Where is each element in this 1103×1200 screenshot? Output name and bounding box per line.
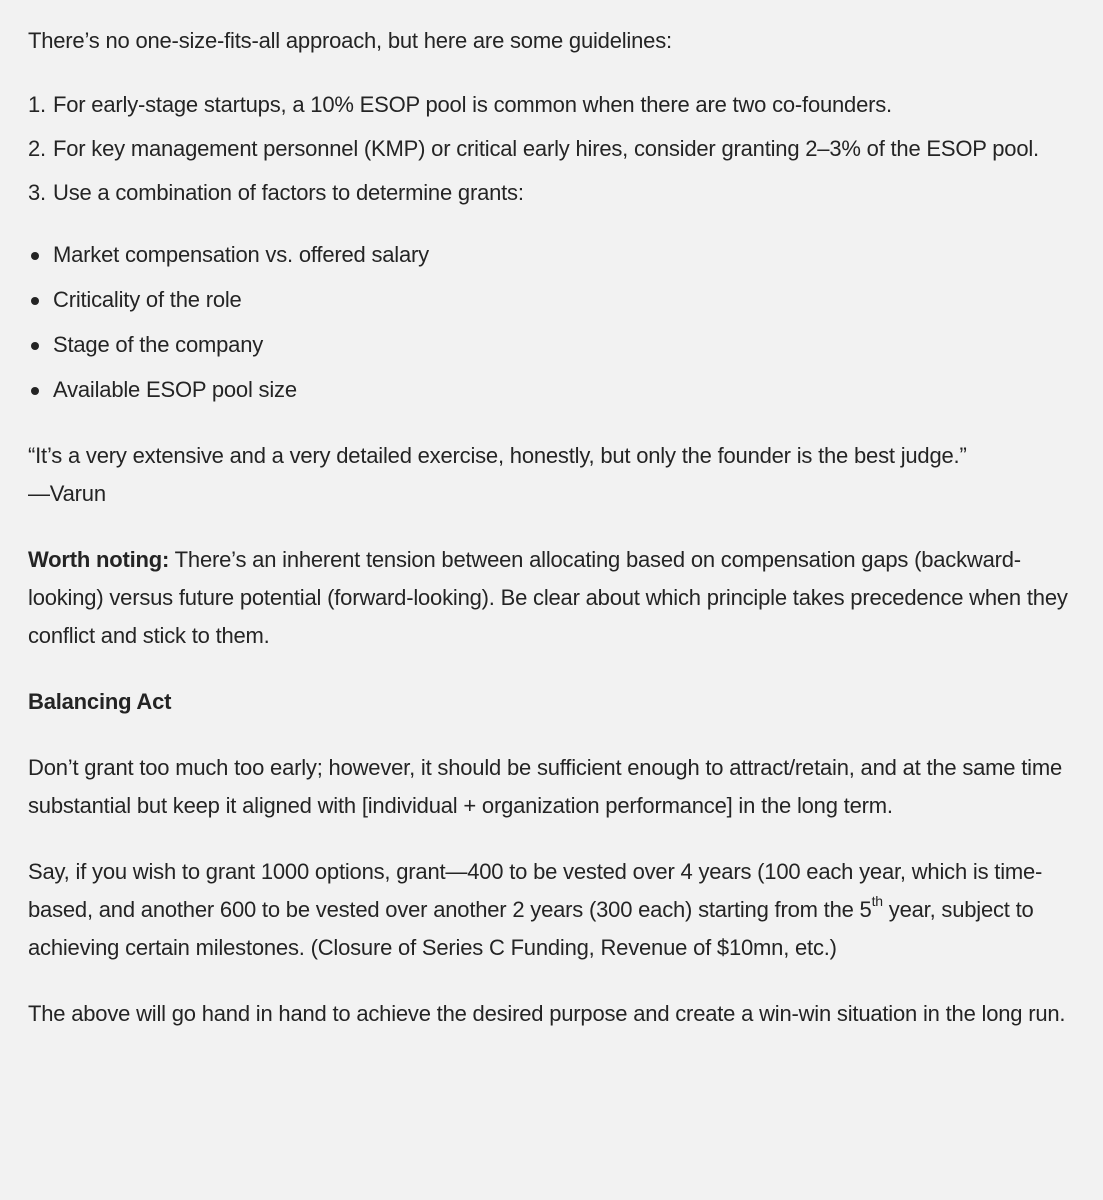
guideline-text: For early-stage startups, a 10% ESOP pool is common when there are two co-founders. — [53, 92, 892, 117]
closing-paragraph: The above will go hand in hand to achieve the desired purpose and create a win-win situation in the long run. — [28, 1001, 1066, 1026]
example-text-start: Say, if you wish to grant 1000 options, grant—400 to be vested over 4 years (100 each year, which is time-based, and another 600 to be vested over another 2 years (300 each) starting from the 5 — [28, 859, 1043, 922]
balance-paragraph: Don’t grant too much too early; however, it should be sufficient enough to attract/retain, and at the same time substantial but keep it aligned with [individual + organization performance] in the long term. — [28, 755, 1063, 818]
article-body — [28, 22, 1078, 1061]
guideline-text: For key management personnel (KMP) or critical early hires, consider granting 2–3% of the ESOP pool. — [53, 136, 1039, 161]
founder-quote — [28, 437, 1078, 513]
guidelines-list — [28, 86, 1078, 212]
ordinal-superscript: th — [871, 892, 883, 909]
factor-item: Stage of the company — [28, 326, 1078, 364]
intro-paragraph: There’s no one-size-fits-all approach, but here are some guidelines: — [28, 28, 672, 53]
guideline-number: 2. — [28, 136, 46, 161]
guideline-item — [28, 86, 1078, 124]
factor-item: Criticality of the role — [28, 281, 1078, 319]
example-paragraph — [28, 853, 1078, 967]
section-heading-text: Balancing Act — [28, 689, 172, 714]
quote-attribution: —Varun — [28, 481, 106, 506]
factor-item: Market compensation vs. offered salary — [28, 236, 1078, 274]
guideline-number: 3. — [28, 180, 46, 205]
note-text: There’s an inherent tension between allocating based on compensation gaps (backward-looking) versus future potential (forward-looking). Be clear about which principle takes precedence when they conflict and stick to them. — [28, 547, 1068, 648]
example-text-end: year, subject to achieving certain milestones. (Closure of Series C Funding, Revenue of $10mn, etc.) — [28, 897, 1034, 960]
guideline-item — [28, 174, 1078, 212]
note-label: Worth noting: — [28, 547, 170, 572]
worth-noting-paragraph — [28, 541, 1078, 655]
section-heading — [28, 683, 1078, 721]
guideline-number: 1. — [28, 92, 46, 117]
guideline-item — [28, 132, 1078, 166]
factors-list — [28, 236, 1078, 409]
factor-item: Available ESOP pool size — [28, 371, 1078, 409]
guideline-text: Use a combination of factors to determine grants: — [53, 180, 524, 205]
quote-text: “It’s a very extensive and a very detailed exercise, honestly, but only the founder is the best judge.” — [28, 443, 967, 468]
